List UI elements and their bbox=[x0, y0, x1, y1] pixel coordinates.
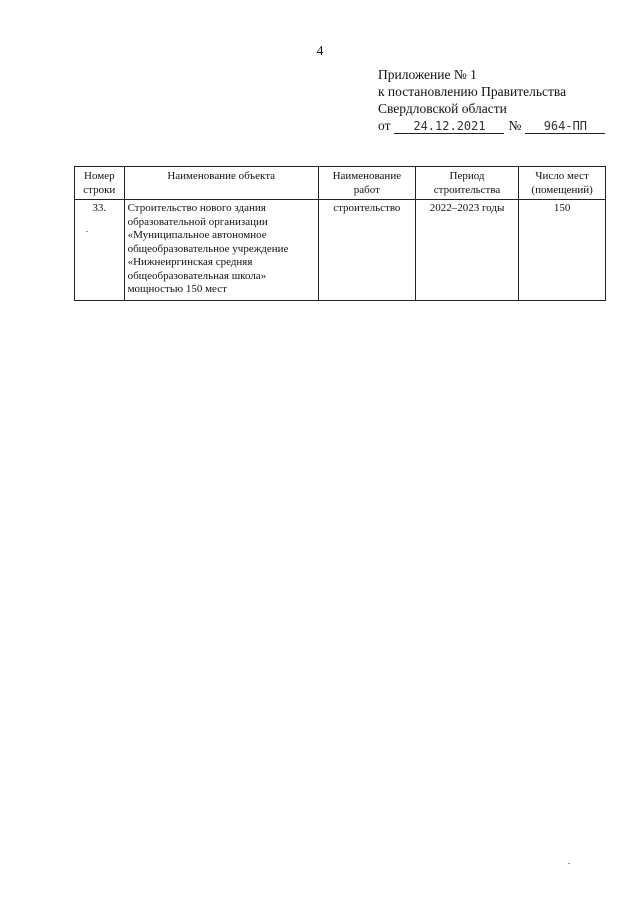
number-value: 964-ПП bbox=[525, 119, 605, 134]
header-work-name: Наименование работ bbox=[318, 167, 415, 200]
appendix-resolution: к постановлению Правительства bbox=[378, 84, 567, 99]
cell-period: 2022–2023 годы bbox=[415, 200, 518, 301]
cell-row-number: 33. bbox=[75, 200, 125, 301]
cell-places: 150 bbox=[519, 200, 606, 301]
appendix-date-number bbox=[378, 117, 618, 134]
scan-speck bbox=[568, 863, 570, 864]
appendix-header bbox=[378, 66, 618, 134]
appendix-region: Свердловской области bbox=[378, 101, 507, 116]
table-row bbox=[75, 200, 606, 301]
appendix-title: Приложение № 1 bbox=[378, 67, 477, 82]
cell-object-name: Строительство нового здания образовательной организации «Муниципальное автономное общеобразовательное учреждение «Нижнеиргинская средняя общеобразовательная школа» мощностью 150 мест bbox=[124, 200, 318, 301]
cell-work-name: строительство bbox=[318, 200, 415, 301]
objects-table bbox=[74, 166, 606, 301]
header-period: Период строительства bbox=[415, 167, 518, 200]
date-value: 24.12.2021 bbox=[394, 119, 504, 134]
header-row-number: Номер строки bbox=[75, 167, 125, 200]
date-prefix: от bbox=[378, 118, 391, 133]
page-number: 4 bbox=[316, 44, 324, 59]
table-header-row bbox=[75, 167, 606, 200]
scan-speck bbox=[86, 231, 88, 232]
header-places: Число мест (помещений) bbox=[519, 167, 606, 200]
number-prefix: № bbox=[508, 118, 522, 133]
header-object-name: Наименование объекта bbox=[124, 167, 318, 200]
